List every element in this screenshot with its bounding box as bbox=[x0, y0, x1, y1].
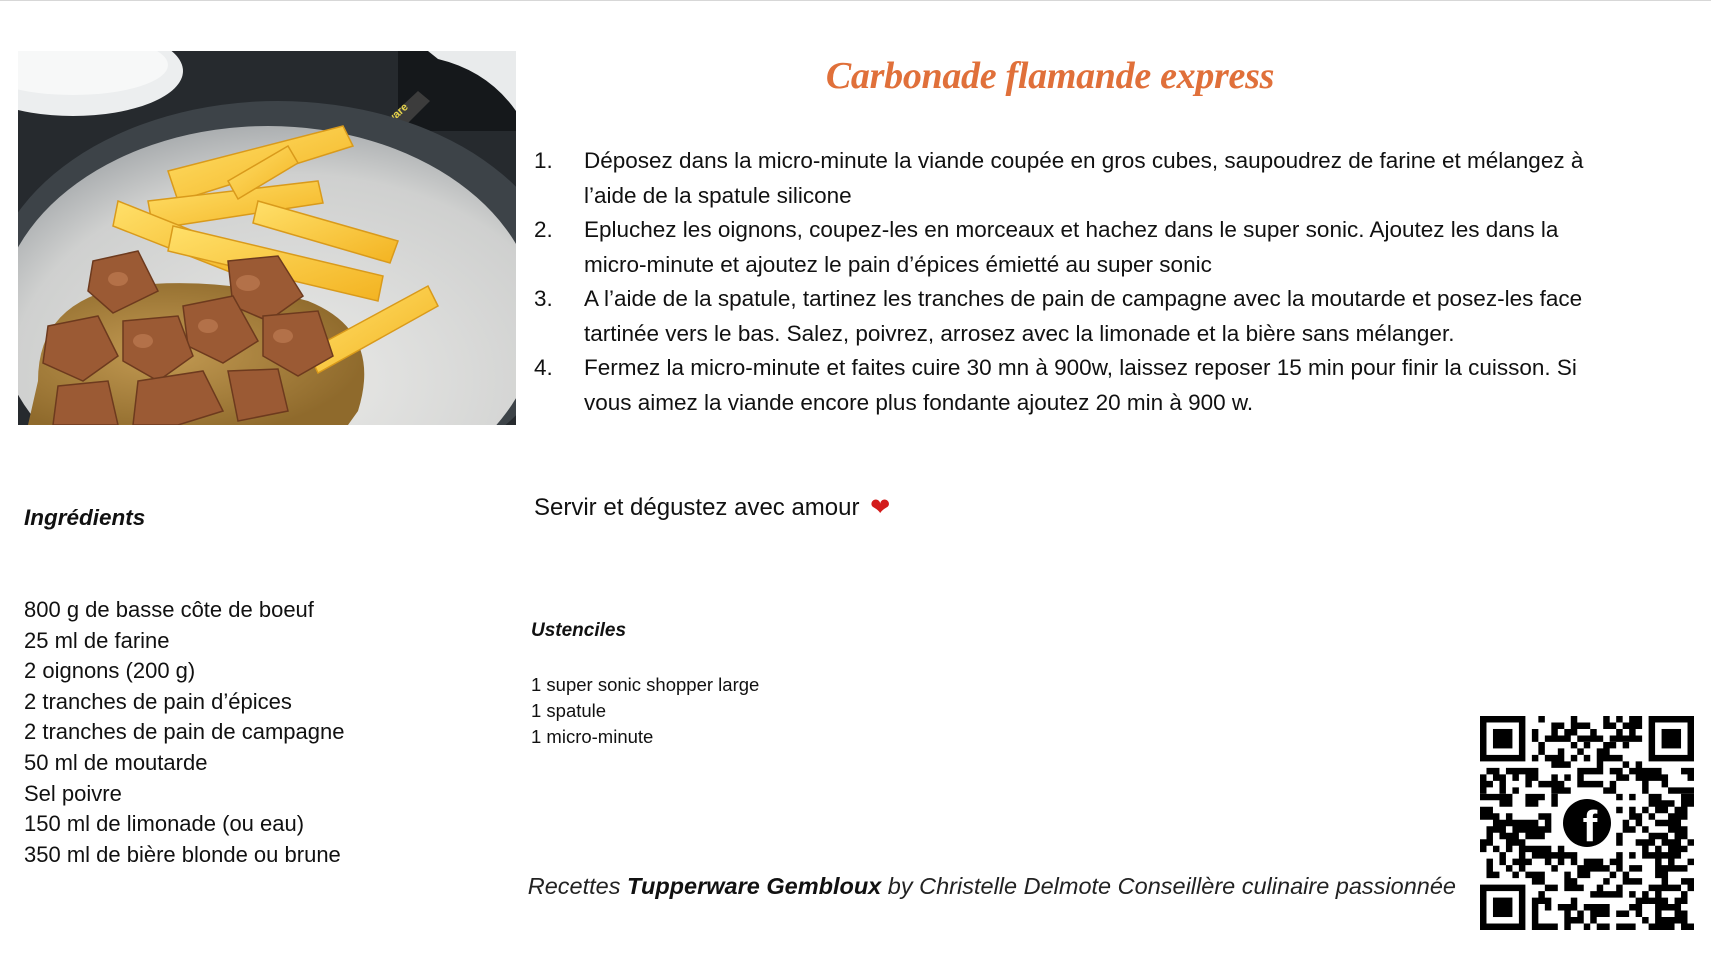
step-text: A l’aide de la spatule, tartinez les tranches de pain de campagne avec la moutarde et posez-les face tartinée vers le bas. Salez, poivrez, arrosez avec la limonade et la bière sans mélanger. bbox=[584, 286, 1583, 346]
top-border bbox=[0, 0, 1711, 1]
footer-brand: Tupperware Gembloux bbox=[627, 873, 882, 899]
step-number: 3. bbox=[534, 286, 553, 311]
ingredient-item: Sel poivre bbox=[24, 780, 122, 806]
ingredient-item: 350 ml de bière blonde ou brune bbox=[24, 841, 341, 867]
serve-text: Servir et dégustez avec amour bbox=[534, 494, 860, 521]
steps-list bbox=[534, 144, 1594, 420]
facebook-logo-letter: f bbox=[1582, 802, 1598, 851]
ustensils-list bbox=[531, 672, 759, 750]
ingredient-item: 50 ml de moutarde bbox=[24, 749, 208, 775]
step-text: Fermez la micro-minute et faites cuire 30 mn à 900w, laissez reposer 15 min pour finir la cuisson. Si vous aimez la viande encore plus fondante ajoutez 20 min à 900 w. bbox=[584, 355, 1577, 415]
ustensil-item: 1 super sonic shopper large bbox=[531, 674, 760, 695]
ingredients-heading: Ingrédients bbox=[24, 505, 146, 530]
ingredient-item: 2 tranches de pain de campagne bbox=[24, 719, 345, 745]
ingredients-list bbox=[24, 595, 344, 870]
footer-prefix: Recettes bbox=[527, 873, 628, 899]
qr-finder-top-right bbox=[1649, 716, 1694, 761]
serve-line bbox=[534, 493, 890, 522]
step-number: 4. bbox=[534, 355, 553, 380]
qr-code[interactable] bbox=[1480, 716, 1694, 930]
qr-code-graphic bbox=[1480, 716, 1694, 930]
qr-finder-bottom-left bbox=[1480, 885, 1525, 930]
footer-suffix: by Christelle Delmote Conseillère culinaire passionnée bbox=[881, 873, 1456, 899]
ustensils-heading: Ustenciles bbox=[531, 620, 627, 641]
ingredient-item: 150 ml de limonade (ou eau) bbox=[24, 811, 305, 837]
recipe-title: Carbonade flamande express bbox=[825, 55, 1275, 97]
ingredient-item: 25 ml de farine bbox=[24, 627, 170, 653]
step-text: Epluchez les oignons, coupez-les en morceaux et hachez dans le super sonic. Ajoutez les dans la micro-minute et ajoutez le pain d’épices émietté au super sonic bbox=[584, 217, 1559, 277]
footer-credit bbox=[446, 873, 1456, 900]
step-item bbox=[534, 213, 1594, 282]
heart-icon: ❤ bbox=[870, 493, 891, 521]
qr-finder-top-left bbox=[1480, 716, 1525, 761]
ingredient-item: 2 oignons (200 g) bbox=[24, 658, 196, 684]
step-item bbox=[534, 351, 1594, 420]
step-item bbox=[534, 144, 1594, 213]
dish-photo bbox=[18, 51, 516, 425]
ustensil-item: 1 spatule bbox=[531, 700, 607, 721]
ustensil-item: 1 micro-minute bbox=[531, 726, 654, 747]
ingredient-item: 2 tranches de pain d’épices bbox=[24, 688, 292, 714]
ingredient-item: 800 g de basse côte de boeuf bbox=[24, 597, 314, 622]
step-number: 1. bbox=[534, 148, 553, 173]
step-item bbox=[534, 282, 1594, 351]
step-number: 2. bbox=[534, 217, 553, 242]
step-text: Déposez dans la micro-minute la viande coupée en gros cubes, saupoudrez de farine et mélangez à l’aide de la spatule silicone bbox=[584, 148, 1584, 208]
